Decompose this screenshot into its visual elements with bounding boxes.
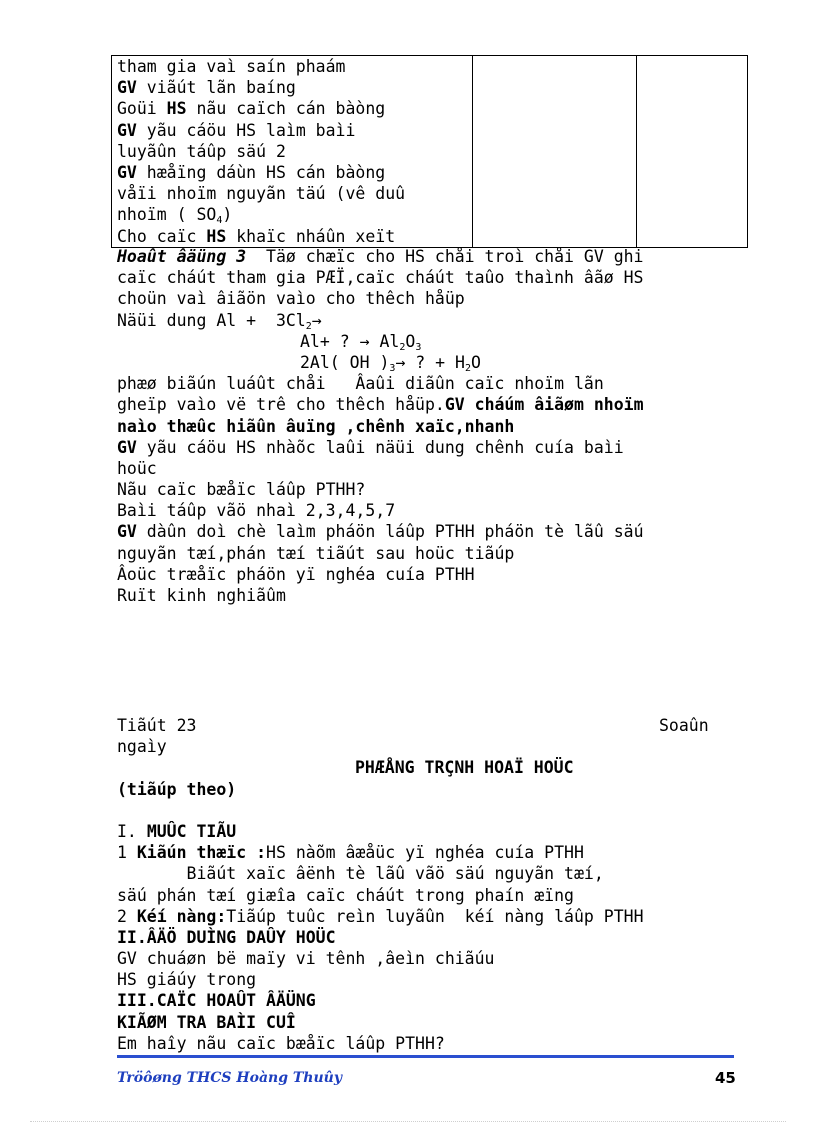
text-line: Ruït kinh nghiãûm <box>117 586 286 605</box>
text-line <box>117 715 717 736</box>
subsection-heading: KIÃØM TRA BAÌI CUÎ <box>117 1012 296 1032</box>
text-line: ngaìy <box>117 737 167 757</box>
text-line: GV yãu cáöu HS nhàõc laûi näüi dung chênh cuía baìi <box>117 437 624 457</box>
text-line: Hoaût âäüng 3 Täø chæïc cho HS chåi troì chåi GV ghi <box>117 247 644 266</box>
text-line: 2 Kéí nàng:Tiãúp tuûc reìn luyãûn kéí nàng láûp PTHH <box>117 906 644 926</box>
text-line: Näüi dung $Al + 3Cl_2\to$ <box>117 310 322 332</box>
text-line: GV chuáøn bë maïy vi tênh ,âeìn chiãúu <box>117 949 495 969</box>
blank-line <box>117 800 717 821</box>
text-line: naìo thæûc hiãûn âuïng ,chênh xaïc,nhanh <box>117 416 515 436</box>
table-line: Goüi HS nãu caïch cán bàòng <box>117 99 386 119</box>
lesson-title: PHÆÅNG TRÇNH HOAÏ HOÜC <box>355 758 574 778</box>
table-cell-empty <box>473 56 637 248</box>
arrow-icon: → <box>395 352 406 372</box>
text-line: Biãút xaïc âënh tè lãû vãö säú nguyãn tæí, <box>117 864 604 884</box>
text-line: hoüc <box>117 458 157 478</box>
arrow-icon: → <box>311 310 322 330</box>
table-line: våïi nhoïm nguyãn täú (vê duû <box>117 184 406 204</box>
text-line: (tiãúp theo) <box>117 779 237 799</box>
activity-text <box>117 246 644 606</box>
text-line: Âoüc træåïc pháön yï nghéa cuía PTHH <box>117 564 475 584</box>
text-line: caïc cháút tham gia PÆÏ,caïc cháút taûo thaình âãø HS <box>117 268 644 288</box>
footer-rule <box>117 1055 734 1058</box>
text-line: HS giáúy trong <box>117 970 257 990</box>
prepared-label: Soaûn <box>659 716 709 735</box>
text-line: nguyãn tæí,phán tæí tiãút sau hoüc tiãúp <box>117 543 515 563</box>
table-line: GV viãút lãn baíng <box>117 78 296 98</box>
text-line: choün vaì âiãön vaìo cho thêch håüp <box>117 289 465 309</box>
text-line: 1 Kiãún thæïc :HS nàõm âæåüc yï nghéa cuía PTHH <box>117 843 584 863</box>
table-line: nhoïm ( $SO_4$) <box>117 205 233 227</box>
table-line: GV hæåïng dáùn HS cán bàòng <box>117 162 386 182</box>
table-line: GV yãu cáöu HS laìm baìi <box>117 120 356 140</box>
page-bottom-divider <box>30 1121 786 1122</box>
lesson-number: Tiãút 23 <box>117 716 197 735</box>
text-line: Em haîy nãu caïc bæåïc láûp PTHH? <box>117 1033 445 1053</box>
section-heading: II.ÂÄÖ DUÌNG DAÛY HOÜC <box>117 927 336 947</box>
text-line: GV dàûn doì chè laìm pháön láûp PTHH pháön tè lãû säú <box>117 522 644 542</box>
table-cell-activity <box>112 56 473 248</box>
table-line: Cho caïc HS khaïc nháûn xeït <box>117 226 396 246</box>
text-line: 2Al( OH )$_3\to$ ? + $H_2O$ <box>300 352 481 374</box>
text-line: säú phán tæí giæîa caïc cháút trong phaín æïng <box>117 885 574 905</box>
lesson-header <box>117 715 717 1054</box>
text-line: Baìi táûp vãö nhaì 2,3,4,5,7 <box>117 501 396 521</box>
table-line: luyãûn táûp säú 2 <box>117 141 286 161</box>
footer-school-name: Tröôøng THCS Hoàng Thuûy <box>117 1070 342 1086</box>
text-line: gheïp vaìo vë trê cho thêch håüp.GV cháúm âiãøm nhoïm <box>117 395 644 415</box>
table-line: tham gia vaì saín phaám <box>117 57 346 76</box>
page-number: 45 <box>715 1069 736 1087</box>
table-cell-empty <box>637 56 748 248</box>
text-line: Nãu caïc bæåïc láûp PTHH? <box>117 480 366 500</box>
text-line: phæø biãún luáût chåi Âaûi diãûn caïc nhoïm lãn <box>117 374 604 394</box>
section-heading: I. MUÛC TIÃU <box>117 821 237 841</box>
arrow-icon: → <box>359 331 370 351</box>
section-heading: III.CAÏC HOAÛT ÂÄÜNG <box>117 991 316 1011</box>
lesson-table <box>111 55 748 248</box>
text-line: Al+ ? → $Al_2O_3$ <box>300 331 422 353</box>
